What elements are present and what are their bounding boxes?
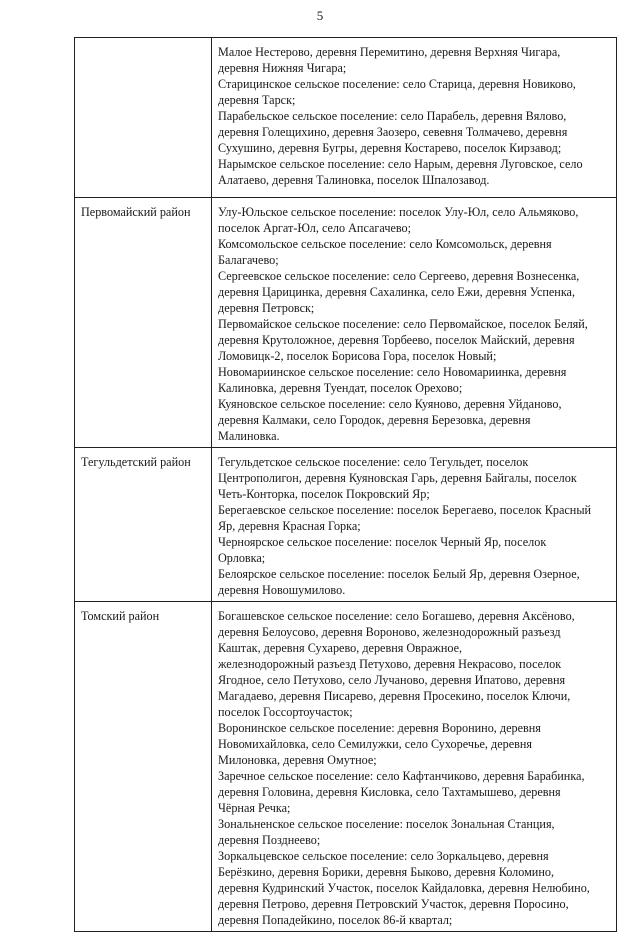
table-row xyxy=(75,448,617,602)
text-line: деревня Петрово, деревня Петровский Участок, деревня Поросино, xyxy=(218,897,569,911)
text-line: деревня Белоусово, деревня Вороново, железнодорожный разъезд xyxy=(218,625,561,639)
text-line: Чёрная Речка; xyxy=(218,801,291,815)
text-line: Балагачево; xyxy=(218,253,279,267)
text-line: Берегаевское сельское поселение: поселок Берегаево, поселок Красный xyxy=(218,503,592,517)
text-line: деревня Крутоложное, деревня Торбеево, поселок Майский, деревня xyxy=(218,333,575,347)
text-line: поселок Госсортоучасток; xyxy=(218,705,353,719)
text-line: поселок Аргат-Юл, село Апсагачево; xyxy=(218,221,412,235)
text-line: Воронинское сельское поселение: деревня Воронино, деревня xyxy=(218,721,541,735)
table-row xyxy=(75,602,617,932)
settlements-cell xyxy=(212,602,617,932)
text-line: Сухушино, деревня Бугры, деревня Костарево, поселок Кирзавод; xyxy=(218,141,562,155)
text-line: Ломовицк-2, поселок Борисова Гора, поселок Новый; xyxy=(218,349,497,363)
text-line: Ягодное, село Петухово, село Лучаново, деревня Ипатово, деревня xyxy=(218,673,566,687)
text-line: Зоркальцевское сельское поселение: село Зоркальцево, деревня xyxy=(218,849,549,863)
text-line: деревня Новошумилово. xyxy=(218,583,346,597)
text-line: Берёзкино, деревня Борики, деревня Быково, деревня Коломино, xyxy=(218,865,554,879)
text-line: Куяновское сельское поселение: село Куяново, деревня Уйданово, xyxy=(218,397,562,411)
text-line: Магадаево, деревня Писарево, деревня Просекино, поселок Ключи, xyxy=(218,689,571,703)
text-line: Улу-Юльское сельское поселение: поселок Улу-Юл, село Альмяково, xyxy=(218,205,579,219)
settlements-cell xyxy=(212,198,617,448)
text-line: деревня Позднеево; xyxy=(218,833,321,847)
district-cell: Тегульдетский район xyxy=(75,448,212,602)
text-line: Парабельское сельское поселение: село Парабель, деревня Вялово, xyxy=(218,109,567,123)
text-line: Первомайское сельское поселение: село Первомайское, поселок Беляй, xyxy=(218,317,588,331)
text-line: Новомихайловка, село Семилужки, село Сухоречье, деревня xyxy=(218,737,532,751)
text-line: Калиновка, деревня Туендат, поселок Орехово; xyxy=(218,381,463,395)
settlements-cell xyxy=(212,38,617,198)
text-line: железнодорожный разъезд Петухово, деревня Некрасово, поселок xyxy=(218,657,562,671)
text-line: Яр, деревня Красная Горка; xyxy=(218,519,361,533)
text-line: деревня Нижняя Чигара; xyxy=(218,61,347,75)
text-line: Старицинское сельское поселение: село Старица, деревня Новиково, xyxy=(218,77,576,91)
text-line: Богашевское сельское поселение: село Богашево, деревня Аксёново, xyxy=(218,609,575,623)
text-line: Зональненское сельское поселение: поселок Зональная Станция, xyxy=(218,817,555,831)
text-line: Четь-Конторка, поселок Покровский Яр; xyxy=(218,487,430,501)
text-line: деревня Голещихино, деревня Заозеро, севевня Толмачево, деревня xyxy=(218,125,568,139)
text-line: Комсомольское сельское поселение: село Комсомольск, деревня xyxy=(218,237,552,251)
text-line: Малиновка. xyxy=(218,429,280,443)
text-line: Нарымское сельское поселение: село Нарым, деревня Луговское, село xyxy=(218,157,583,171)
page-number: 5 xyxy=(316,8,324,23)
text-line: Белоярское сельское поселение: поселок Белый Яр, деревня Озерное, xyxy=(218,567,580,581)
text-line: Сергеевское сельское поселение: село Сергеево, деревня Вознесенка, xyxy=(218,269,580,283)
text-line: Центрополигон, деревня Куяновская Гарь, деревня Байгалы, поселок xyxy=(218,471,577,485)
settlements-table xyxy=(74,37,617,932)
district-cell: Томский район xyxy=(75,602,212,932)
text-line: Милоновка, деревня Омутное; xyxy=(218,753,377,767)
text-line: Черноярское сельское поселение: поселок Черный Яр, поселок xyxy=(218,535,547,549)
district-cell xyxy=(75,38,212,198)
table-row xyxy=(75,198,617,448)
text-line: Новомариинское сельское поселение: село Новомариинка, деревня xyxy=(218,365,567,379)
text-line: Орловка; xyxy=(218,551,266,565)
text-line: деревня Головина, деревня Кисловка, село Тахтамышево, деревня xyxy=(218,785,561,799)
district-cell: Первомайский район xyxy=(75,198,212,448)
text-line: Тегульдетское сельское поселение: село Тегульдет, поселок xyxy=(218,455,529,469)
table-row xyxy=(75,38,617,198)
text-line: деревня Петровск; xyxy=(218,301,315,315)
text-line: деревня Кудринский Участок, поселок Кайдаловка, деревня Нелюбино, xyxy=(218,881,590,895)
text-line: Заречное сельское поселение: село Кафтанчиково, деревня Барабинка, xyxy=(218,769,585,783)
text-line: деревня Попадейкино, поселок 86-й квартал; xyxy=(218,913,453,927)
text-line: деревня Калмаки, село Городок, деревня Березовка, деревня xyxy=(218,413,531,427)
text-line: Малое Нестерово, деревня Перемитино, деревня Верхняя Чигара, xyxy=(218,45,561,59)
text-line: Каштак, деревня Сухарево, деревня Овражное, xyxy=(218,641,463,655)
text-line: Алатаево, деревня Талиновка, поселок Шпалозавод. xyxy=(218,173,490,187)
text-line: деревня Царицинка, деревня Сахалинка, село Ежи, деревня Успенка, xyxy=(218,285,576,299)
settlements-cell xyxy=(212,448,617,602)
text-line: деревня Тарск; xyxy=(218,93,296,107)
